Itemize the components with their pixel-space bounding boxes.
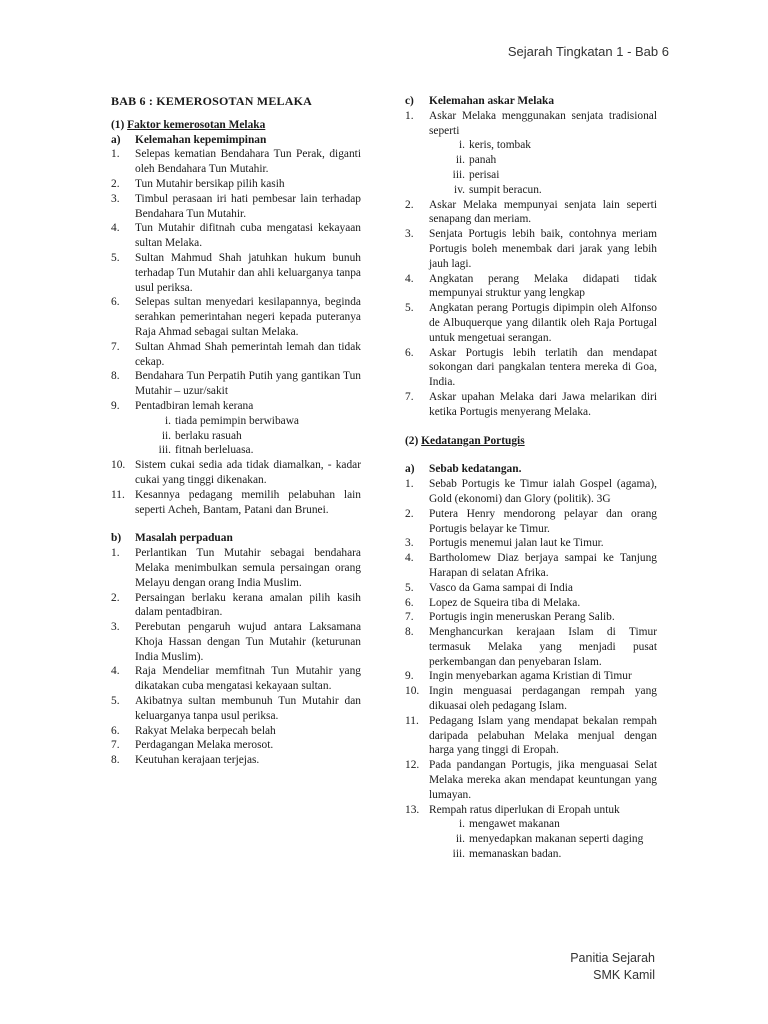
item-text: Askar Melaka mempunyai senjata lain seperti senapang dan meriam. [429,198,657,226]
list-item [405,758,657,802]
footer-line-2: SMK Kamil [593,968,655,982]
section1c-label: c) [405,95,414,107]
list-item [111,221,361,251]
list-item [405,625,657,669]
sub-list-item [447,153,657,168]
sub-list-item [447,138,657,153]
section1b-label: b) [111,532,122,545]
item-text: Bendahara Tun Perpatih Putih yang gantikan Tun Mutahir – uzur/sakit [135,370,361,398]
list-item [111,546,361,590]
item-number: 7. [111,739,120,752]
item-text: Askar Melaka menggunakan senjata tradisional seperti [429,109,657,137]
section1b-list [111,546,361,768]
sub-item-number: iv. [454,183,465,196]
item-text: Portugis ingin meneruskan Perang Salib. [429,611,615,624]
section2-number: (2) [405,434,419,447]
sub-list-item [447,847,657,862]
section1a-heading [111,133,361,148]
sub-item-text: memanaskan badan. [469,848,562,861]
item-text: Perlantikan Tun Mutahir sebagai bendahara Melaka menimbulkan semula persaingan orang Melayu dengan orang India Muslim. [135,547,361,589]
item-text: Lopez de Squeira tiba di Melaka. [429,596,581,609]
section1c-title: Kelemahan askar Melaka [429,95,555,107]
item-number: 6. [405,596,414,609]
section2-heading [405,434,657,449]
section2-title: Kedatangan Portugis [421,434,525,447]
item-number: 12. [405,759,420,772]
item-number: 2. [111,591,120,604]
item-text: Putera Henry mendorong pelayar dan orang Portugis belayar ke Timur. [429,507,657,535]
item-number: 9. [111,399,120,412]
item-text: Sultan Ahmad Shah pemerintah lemah dan tidak cekap. [135,340,361,368]
section1b-heading [111,531,361,546]
section1a-list [111,147,361,517]
item-number: 2. [405,198,414,211]
sub-item-text: tiada pemimpin berwibawa [175,414,299,427]
section1-number: (1) [111,118,125,131]
section2a-heading [405,462,657,477]
section1a-label: a) [111,133,121,146]
item-text: Askar Portugis lebih terlatih dan mendapat sokongan dari pangkalan tentera mereka di Goa, India. [429,346,657,389]
section1c-heading [405,94,657,109]
item-text: Pentadbiran lemah kerana [135,399,254,412]
item-text: Raja Mendeliar memfitnah Tun Mutahir yang dikatakan cuba mengatasi kekayaan sultan. [135,665,361,693]
item-number: 1. [111,547,120,560]
sub-list-item [153,429,361,444]
list-item [111,295,361,339]
list-item [405,198,657,228]
item-text: Vasco da Gama sampai di India [429,581,573,594]
item-number: 3. [405,537,414,550]
page-header: Sejarah Tingkatan 1 - Bab 6 [507,44,669,59]
section2a-list [405,477,657,862]
item-number: 11. [405,714,419,727]
sub-list [429,817,657,861]
section2a-label: a) [405,463,415,476]
item-number: 1. [405,478,414,491]
item-text: Timbul perasaan iri hati pembesar lain terhadap Bendahara Tun Mutahir. [135,192,361,220]
item-text: Portugis menemui jalan laut ke Timur. [429,537,604,550]
item-text: Sultan Mahmud Shah jatuhkan hukum bunuh terhadap Tun Mutahir dan ahli keluarganya tanpa usul periksa. [135,251,361,294]
sub-item-text: keris, tombak [469,139,532,152]
item-number: 1. [405,109,414,122]
list-item [111,664,361,694]
list-item [405,301,657,345]
sub-item-number: iii. [452,168,465,181]
sub-item-number: ii. [161,429,171,442]
item-text: Selepas sultan menyedari kesilapannya, beginda serahkan pemerintahan negeri kepada puteranya Raja Ahmad sebagai sultan Melaka. [135,296,361,338]
list-item [405,551,657,581]
item-text: Selepas kematian Bendahara Tun Perak, diganti oleh Bendahara Tun Mutahir. [135,148,361,176]
list-item [405,477,657,507]
item-text: Persaingan berlaku kerana amalan pilih kasih dalam pentadbiran. [135,591,361,619]
item-number: 7. [405,390,414,403]
section1-title: Faktor kemerosotan Melaka [127,118,266,131]
item-number: 10. [111,459,126,472]
item-number: 4. [405,272,414,285]
list-item [405,109,657,198]
item-text: Ingin menyebarkan agama Kristian di Timur [429,670,632,683]
item-number: 4. [111,665,120,678]
item-number: 8. [111,754,120,767]
item-number: 2. [405,507,414,520]
sub-item-text: sumpit beracun. [469,183,542,196]
list-item [405,581,657,596]
list-item [111,251,361,295]
sub-item-text: fitnah berleluasa. [175,444,254,457]
section2a-title: Sebab kedatangan. [429,463,522,476]
item-number: 7. [111,340,120,353]
item-number: 1. [111,148,120,161]
item-number: 5. [405,581,414,594]
item-text: Kesannya pedagang memilih pelabuhan lain seperti Acheh, Bantam, Patani dan Brunei. [135,488,361,516]
sub-list-item [447,168,657,183]
sub-item-number: i. [458,139,465,152]
item-text: Perdagangan Melaka merosot. [135,739,274,752]
item-number: 6. [111,724,120,737]
sub-item-number: ii. [455,154,465,167]
list-item [111,694,361,724]
section1a-title: Kelemahan kepemimpinan [135,133,267,146]
list-item [111,724,361,739]
section1b-title: Masalah perpaduan [135,532,233,545]
page-footer [570,950,655,984]
sub-list [135,414,361,458]
item-number: 2. [111,177,120,190]
item-text: Pada pandangan Portugis, jika menguasai Selat Melaka mereka akan mendapat keuntungan yang lumayan. [429,759,657,801]
sub-item-text: mengawet makanan [469,818,560,831]
item-text: Sistem cukai sedia ada tidak diamalkan, - kadar cukai yang tinggi dikenakan. [135,459,361,486]
list-item [111,458,361,488]
sub-item-text: berlaku rasuah [175,429,242,442]
sub-list-item [447,832,657,847]
list-item [405,227,657,271]
list-item [405,714,657,758]
item-number: 3. [111,621,120,634]
list-item [111,369,361,399]
list-item [111,340,361,370]
item-number: 7. [405,611,414,624]
item-text: Perebutan pengaruh wujud antara Laksamana Khoja Hassan dengan Tun Mutahir (keturunan India Muslim). [135,621,361,663]
sub-list-item [447,817,657,832]
item-text: Rakyat Melaka berpecah belah [135,724,276,737]
list-item [405,596,657,611]
item-text: Angkatan perang Portugis dipimpin oleh Alfonso de Albuquerque yang dilantik oleh Raja Portugal untuk mengetuai serangan. [429,302,657,344]
item-text: Bartholomew Diaz berjaya sampai ke Tanjung Harapan di selatan Afrika. [429,552,657,579]
item-number: 4. [111,222,120,235]
left-column [111,94,361,768]
item-text: Sebab Portugis ke Timur ialah Gospel (agama), Gold (ekonomi) dan Glory (politik). 3G [429,478,657,505]
section1c-list [405,109,657,420]
section1-heading [111,118,361,133]
sub-item-text: perisai [469,168,500,181]
item-text: Pedagang Islam yang mendapat bekalan rempah daripada pelabuhan Melaka menjual dengan harga yang tinggi di Eropah. [429,714,657,757]
item-number: 8. [111,370,120,383]
item-number: 5. [111,251,120,264]
item-text: Keutuhan kerajaan terjejas. [135,754,260,767]
item-number: 10. [405,685,420,698]
item-number: 5. [111,695,120,708]
sub-list [429,138,657,197]
list-item [405,803,657,862]
list-item [405,536,657,551]
sub-item-number: i. [164,414,171,427]
sub-list-item [447,183,657,198]
list-item [111,620,361,664]
item-number: 8. [405,626,414,639]
item-text: Akibatnya sultan membunuh Tun Mutahir dan keluarganya tanpa usul periksa. [135,695,361,722]
right-column [405,94,657,862]
list-item [405,390,657,420]
item-number: 3. [405,228,414,241]
item-number: 6. [405,346,414,359]
list-item [111,399,361,458]
item-text: Askar upahan Melaka dari Jawa melarikan diri ketika Portugis menyerang Melaka. [429,390,657,418]
list-item [111,753,361,768]
list-item [405,272,657,302]
list-item [111,177,361,192]
item-number: 5. [405,302,414,315]
item-number: 6. [111,296,120,309]
item-text: Tun Mutahir bersikap pilih kasih [135,177,285,190]
list-item [111,192,361,222]
item-text: Tun Mutahir difitnah cuba mengatasi kekayaan sultan Melaka. [135,222,361,250]
item-text: Angkatan perang Melaka didapati tidak mempunyai struktur yang lengkap [429,272,657,300]
list-item [405,669,657,684]
item-text: Rempah ratus diperlukan di Eropah untuk [429,803,620,816]
list-item [405,610,657,625]
item-number: 3. [111,192,120,205]
list-item [111,738,361,753]
list-item [111,147,361,177]
sub-list-item [153,414,361,429]
list-item [111,591,361,621]
chapter-title: BAB 6 : KEMEROSOTAN MELAKA [111,94,312,108]
sub-item-text: menyedapkan makanan seperti daging [469,833,644,846]
item-number: 4. [405,552,414,565]
item-number: 11. [111,488,125,501]
item-text: Menghancurkan kerajaan Islam di Timur termasuk Melaka yang menjadi pusat perkembangan dan penyebaran Islam. [429,626,657,668]
item-text: Ingin menguasai perdagangan rempah yang dikuasai oleh pedagang Islam. [429,685,657,713]
sub-list-item [153,443,361,458]
item-text: Senjata Portugis lebih baik, contohnya meriam Portugis boleh menembak dari jarak yang lebih jauh lagi. [429,228,657,270]
list-item [111,488,361,518]
sub-item-number: i. [458,818,465,831]
list-item [405,684,657,714]
item-number: 13. [405,803,420,816]
list-item [405,507,657,537]
item-number: 9. [405,670,414,683]
list-item [405,346,657,390]
sub-item-number: iii. [158,444,171,457]
sub-item-text: panah [469,154,497,167]
sub-item-number: ii. [455,833,465,846]
sub-item-number: iii. [452,848,465,861]
footer-line-1: Panitia Sejarah [570,951,655,965]
